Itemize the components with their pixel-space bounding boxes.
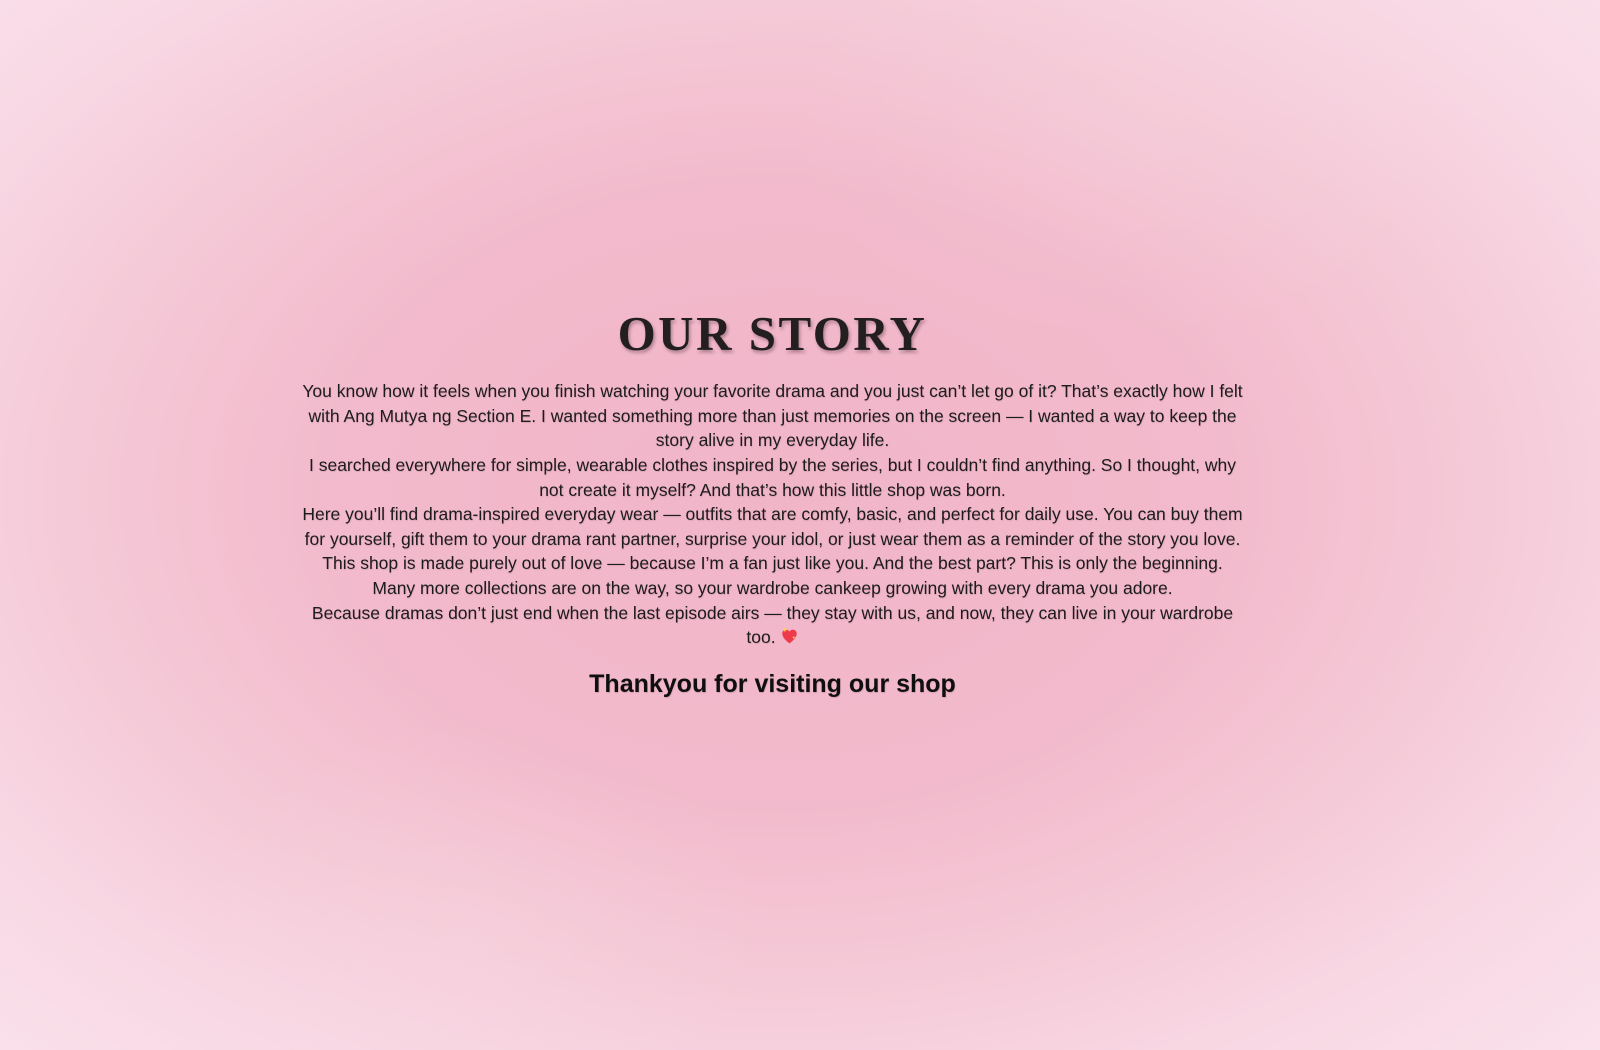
sparkling-heart-icon — [780, 627, 799, 646]
story-paragraph-text: Because dramas don’t just end when the last episode airs — they stay with us, and now, they can live in your wardrobe too. — [311, 602, 1234, 648]
story-paragraph: This shop is made purely out of love — because I’m a fan just like you. And the best part? This is only the beginning. Many more collections are on the way, so your wardrobe cankeep growing with every drama you adore. — [322, 553, 1223, 598]
story-text — [299, 379, 1246, 650]
our-story-section — [299, 303, 1246, 699]
story-paragraph: Here you’ll find drama-inspired everyday wear — outfits that are comfy, basic, and perfect for daily use. You can buy them for yourself, gift them to your drama rant partner, surprise your idol, or just wear them as a reminder of the story you love. — [302, 504, 1243, 549]
page-title: OUR STORY — [617, 306, 928, 361]
story-paragraph: I searched everywhere for simple, wearable clothes inspired by the series, but I couldn’t find anything. So I thought, why not create it myself? And that’s how this little shop was born. — [308, 455, 1237, 500]
closing-message: Thankyou for visiting our shop — [589, 669, 956, 698]
story-paragraph — [299, 601, 1246, 650]
story-paragraph: You know how it feels when you finish watching your favorite drama and you just can’t let go of it? That’s exactly how I felt with Ang Mutya ng Section E. I wanted something more than just memories on the screen — I wanted a way to keep the story alive in my everyday life. — [302, 381, 1243, 451]
